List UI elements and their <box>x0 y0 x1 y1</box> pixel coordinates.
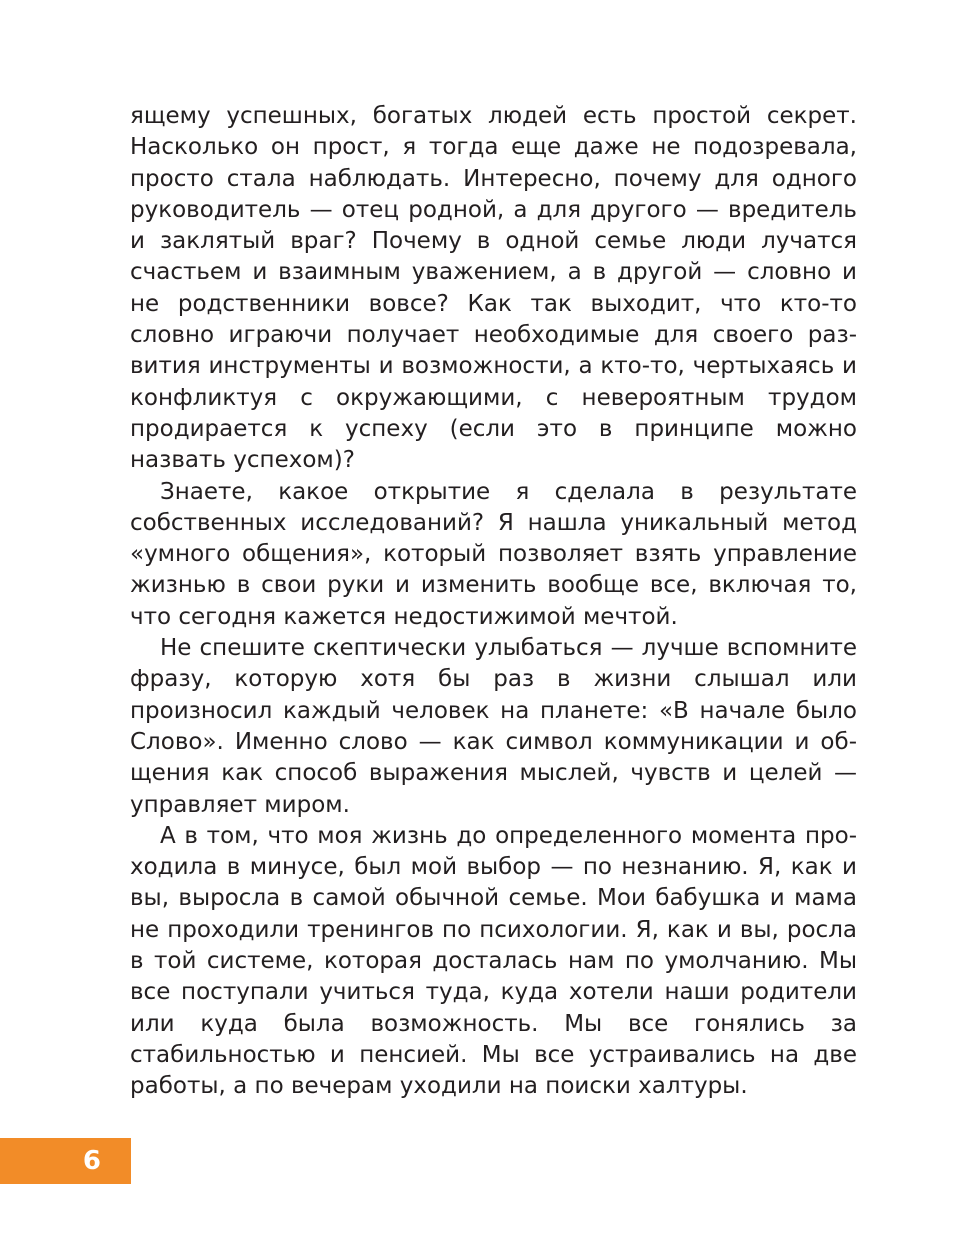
paragraph: А в том, что моя жизнь до определенного момента проходила в минусе, был мой выбор — по незнанию. Я, как и вы, выросла в самой обычной семье. Мои бабушка и мама не проходили тренингов по психологии. Я, как и вы, росла в той системе, которая досталась нам по умолчанию. Мы все поступали учиться туда, куда хотели наши родители или куда была возможность. Мы все гонялись за стабильностью и пенсией. Мы все устраивались на две работы, а по вечерам уходили на поиски халтуры. <box>130 822 857 1100</box>
paragraph: Знаете, какое открытие я сделала в результате собственных исследований? Я нашла уникальный метод «умного общения», который позволяет взять управление жизнью в свои руки и изменить вообще все, включая то, что сегодня кажется недостижимой мечтой. <box>130 478 857 630</box>
body-text <box>130 101 857 1103</box>
paragraph-continued: ящему успешных, богатых людей есть простой секрет. Насколько он прост, я тогда еще даже не подозревала, просто стала наблюдать. Интересно, почему для одного руководитель — отец родной, а для другого — вредитель и заклятый враг? Почему в одной семье люди лучатся счастьем и взаимным уважением, а в другой — словно и не родственники вовсе? Как так выходит, что кто-то словно играючи получает необходимые для своего развития инструменты и возможности, а кто-то, чертыхаясь и конфликтуя с окружающими, с невероятным трудом продирается к успеху (если это в принципе можно назвать успехом)? <box>130 103 857 474</box>
page-number: 6 <box>82 1146 101 1176</box>
page-number-tab <box>0 1138 131 1184</box>
paragraph: Не спешите скептически улыбаться — лучше вспомните фразу, которую хотя бы раз в жизни слышал или произносил каждый человек на планете: «В начале было Слово». Именно слово — как символ коммуникации и общения как способ выражения мыслей, чувств и целей — управляет миром. <box>130 635 857 818</box>
